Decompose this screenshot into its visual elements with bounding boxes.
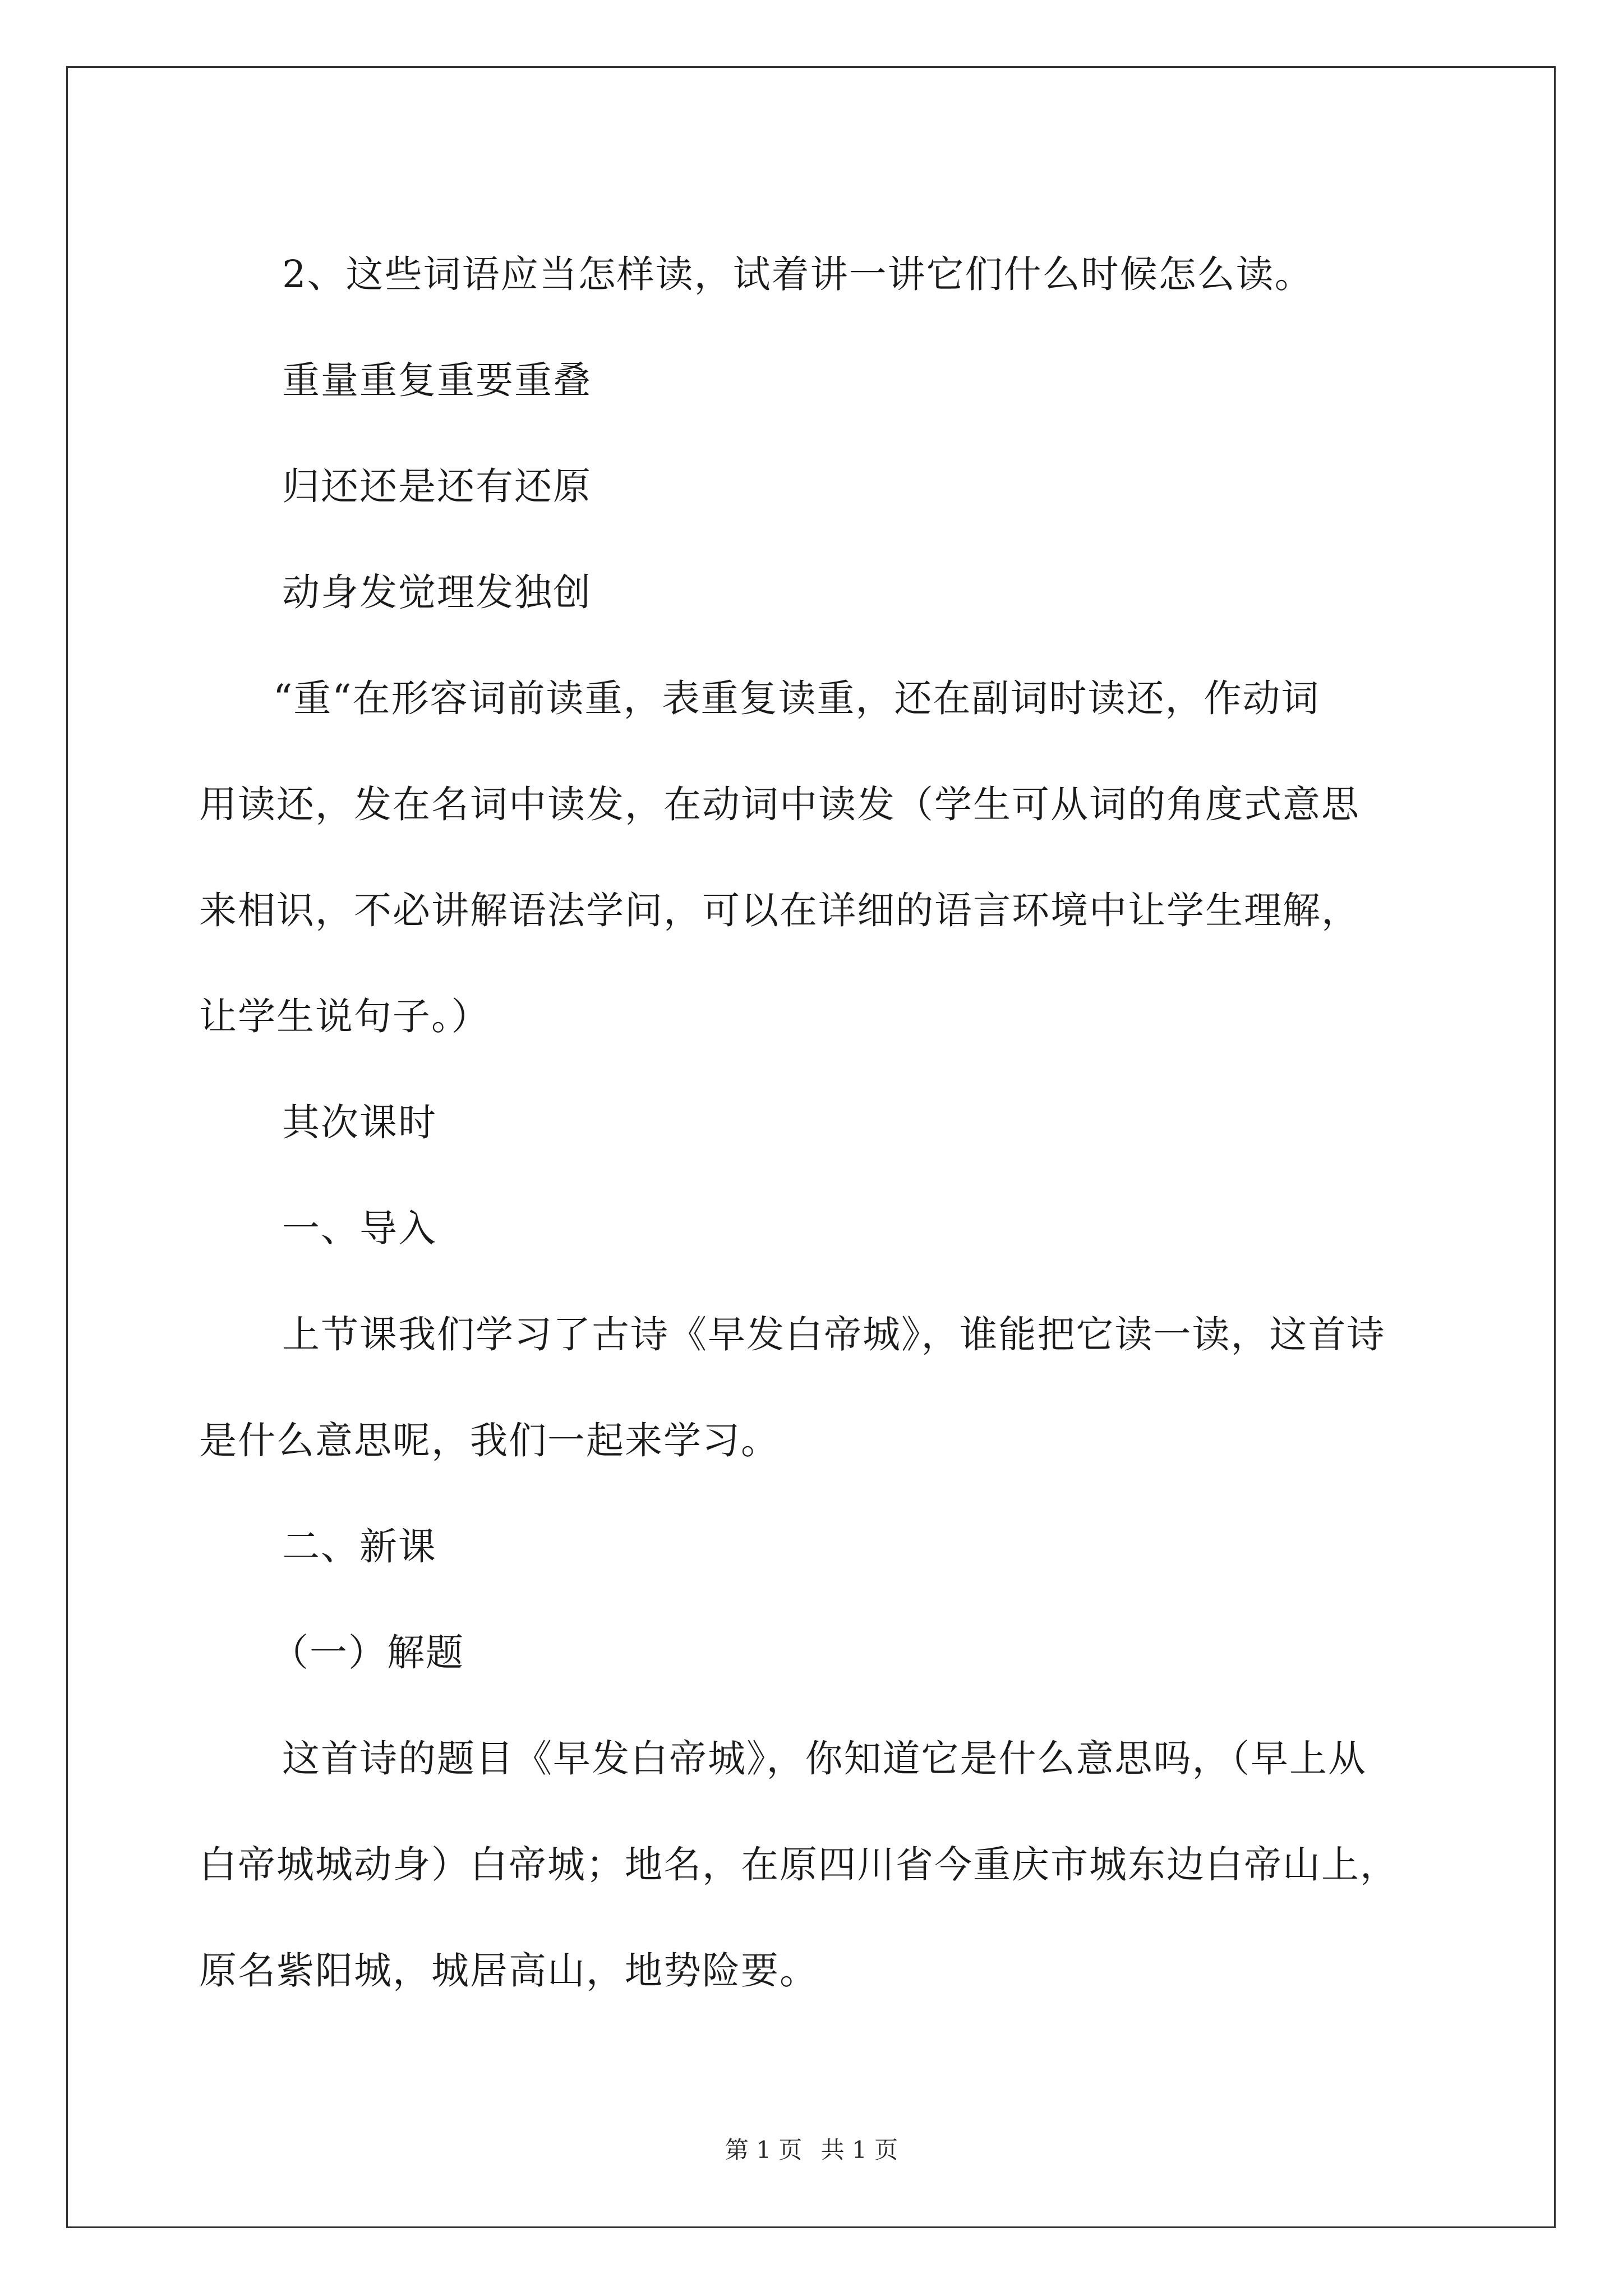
paragraph-title-line-1: 这首诗的题目《早发白帝城》，你知道它是什么意思吗，（早上从 [282, 1737, 1367, 1780]
paragraph-intro-line-1: 上节课我们学习了古诗《早发白帝城》，谁能把它读一读，这首诗 [282, 1313, 1386, 1356]
page-footer [0, 2132, 1623, 2165]
paragraph-explanation-line-2: 用读还，发在名词中读发，在动词中读发（学生可从词的角度式意思 [199, 783, 1360, 826]
section-heading-intro: 一、导入 [282, 1207, 437, 1250]
paragraph-explanation-line-3: 来相识，不必讲解语法学问，可以在详细的语言环境中让学生理解， [199, 889, 1360, 932]
paragraph-title-line-3: 原名紫阳城，城居高山，地势险要。 [199, 1949, 818, 1993]
paragraph-explanation-line-1: “重“在形容词前读重，表重复读重，还在副词时读还，作动词 [273, 677, 1320, 720]
paragraph-title-line-2: 白帝城城动身）白帝城；地名，在原四川省今重庆市城东边白帝山上， [199, 1843, 1399, 1887]
page-number: 第 1 页 [725, 2136, 803, 2164]
word-group-fa: 动身发觉理发独创 [282, 570, 592, 614]
paragraph-instruction: 2、这些词语应当怎样读，试着讲一讲它们什么时候怎么读。 [282, 252, 1313, 296]
word-group-huan: 归还还是还有还原 [282, 464, 592, 508]
word-group-zhong: 重量重复重要重叠 [282, 358, 592, 402]
section-heading-new-lesson: 二、新课 [282, 1525, 437, 1568]
section-heading-second-lesson: 其次课时 [282, 1101, 437, 1144]
paragraph-intro-line-2: 是什么意思呢，我们一起来学习。 [199, 1419, 780, 1462]
page-total: 共 1 页 [820, 2136, 898, 2164]
subsection-heading-title-analysis: （一）解题 [271, 1631, 464, 1674]
paragraph-explanation-line-4: 让学生说句子。） [199, 995, 490, 1038]
document-body [199, 222, 1455, 2024]
